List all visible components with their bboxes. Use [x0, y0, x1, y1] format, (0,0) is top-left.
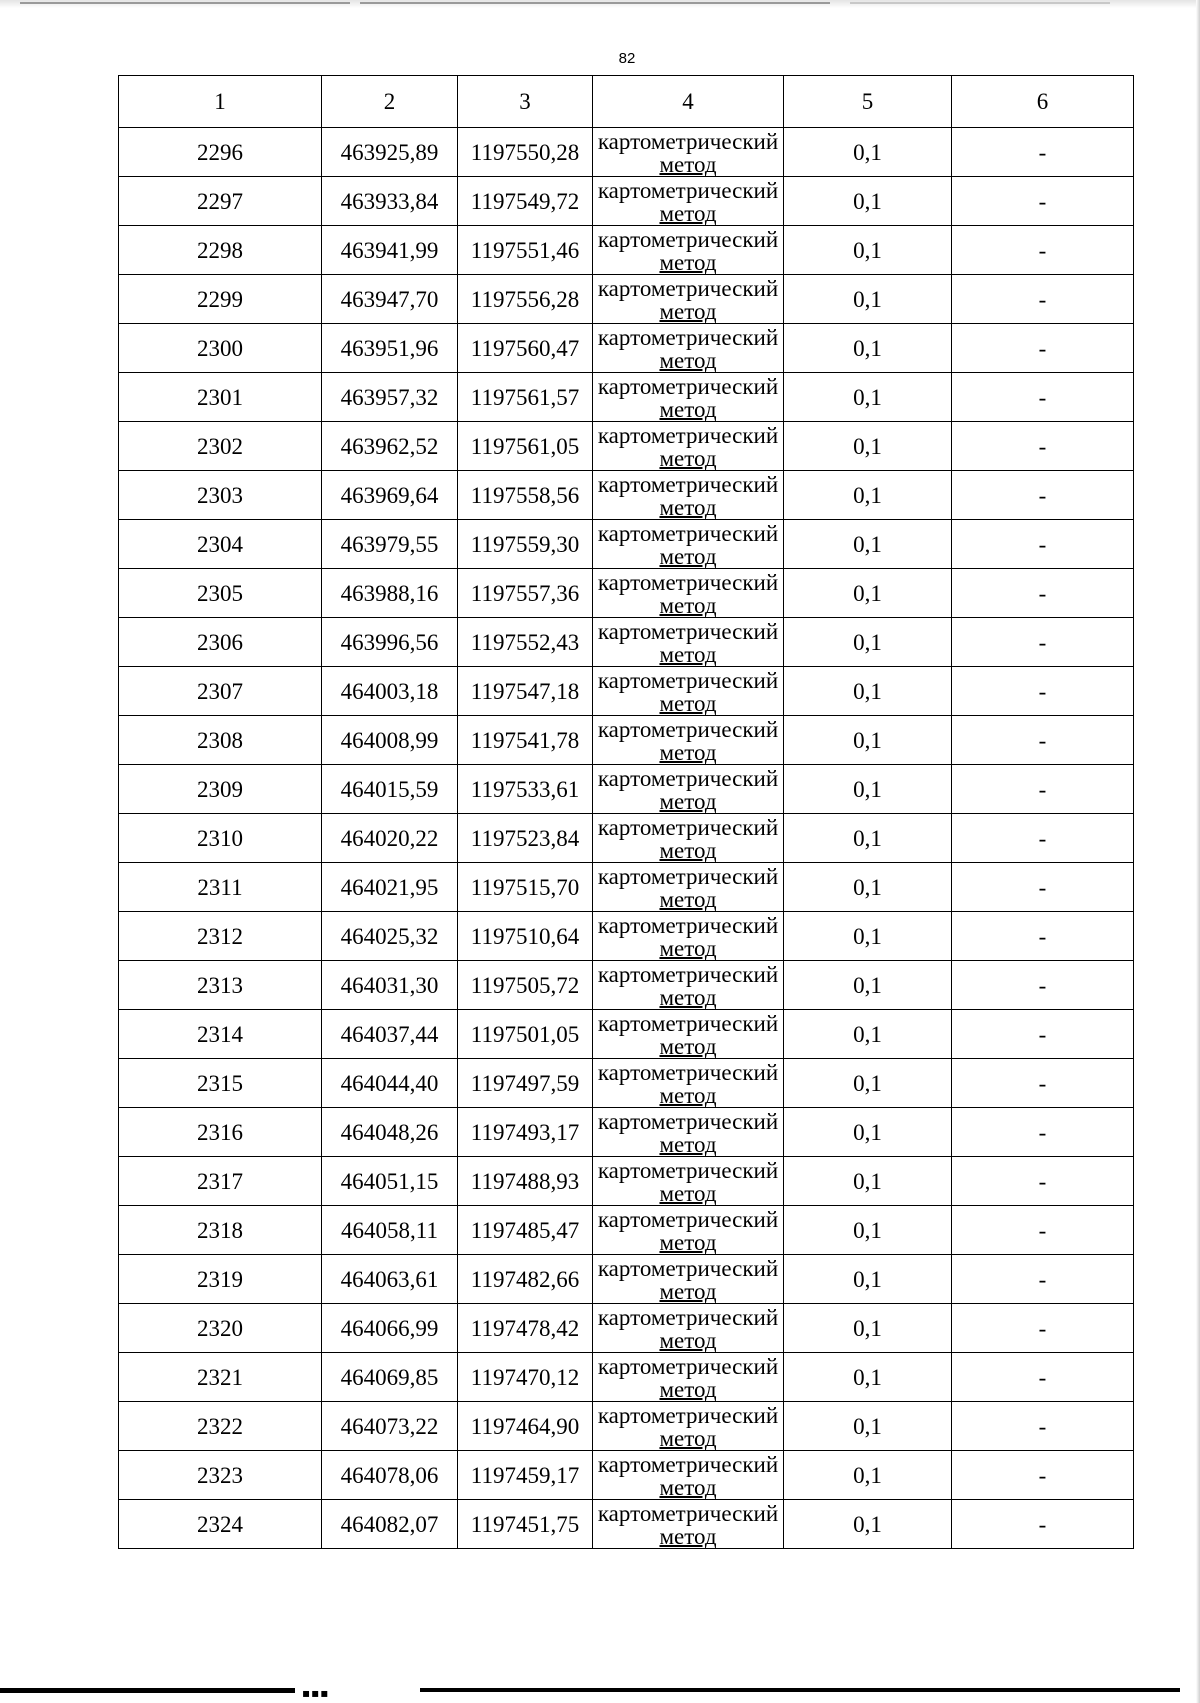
precision-cell: 0,1: [784, 422, 952, 471]
x-coordinate-cell: 463933,84: [322, 177, 458, 226]
x-coordinate-cell: 464048,26: [322, 1108, 458, 1157]
y-coordinate-cell: 1197552,43: [458, 618, 593, 667]
table-row: [119, 1157, 1134, 1206]
precision-cell: 0,1: [784, 1353, 952, 1402]
point-number-cell: 2309: [119, 765, 322, 814]
note-cell: -: [952, 569, 1134, 618]
y-coordinate-cell: 1197493,17: [458, 1108, 593, 1157]
method-line-2: метод: [659, 1426, 717, 1451]
table-row: [119, 324, 1134, 373]
method-line-1: картометрический: [597, 570, 779, 595]
table-row: [119, 1108, 1134, 1157]
table-row: [119, 1500, 1134, 1549]
method-line-2: метод: [659, 348, 717, 373]
method-line-2: метод: [659, 1328, 717, 1353]
method-line-1: картометрический: [597, 913, 779, 938]
table-row: [119, 912, 1134, 961]
x-coordinate-cell: 463979,55: [322, 520, 458, 569]
x-coordinate-cell: 464066,99: [322, 1304, 458, 1353]
method-line-1: картометрический: [597, 717, 779, 742]
y-coordinate-cell: 1197550,28: [458, 128, 593, 177]
point-number-cell: 2301: [119, 373, 322, 422]
point-number-cell: 2306: [119, 618, 322, 667]
column-header-method: 4: [593, 76, 784, 128]
method-cell: [593, 1255, 784, 1304]
table-row: [119, 863, 1134, 912]
coordinates-table: [118, 75, 1134, 1549]
method-line-1: картометрический: [597, 1305, 779, 1330]
page-number: 82: [618, 50, 636, 67]
method-line-1: картометрический: [597, 178, 779, 203]
note-cell: -: [952, 128, 1134, 177]
column-header-precision: 5: [784, 76, 952, 128]
precision-cell: 0,1: [784, 177, 952, 226]
x-coordinate-cell: 463969,64: [322, 471, 458, 520]
scan-right-edge: [1196, 0, 1200, 1703]
method-line-1: картометрический: [597, 276, 779, 301]
table-row: [119, 226, 1134, 275]
point-number-cell: 2315: [119, 1059, 322, 1108]
y-coordinate-cell: 1197459,17: [458, 1451, 593, 1500]
method-line-1: картометрический: [597, 766, 779, 791]
precision-cell: 0,1: [784, 471, 952, 520]
precision-cell: 0,1: [784, 1500, 952, 1549]
x-coordinate-cell: 464058,11: [322, 1206, 458, 1255]
method-line-1: картометрический: [597, 423, 779, 448]
method-cell: [593, 618, 784, 667]
y-coordinate-cell: 1197556,28: [458, 275, 593, 324]
table-row: [119, 618, 1134, 667]
note-cell: -: [952, 520, 1134, 569]
precision-cell: 0,1: [784, 1157, 952, 1206]
scan-artifact: ▪▪▪: [302, 1686, 330, 1700]
note-cell: -: [952, 765, 1134, 814]
note-cell: -: [952, 471, 1134, 520]
table-body: [119, 128, 1134, 1549]
point-number-cell: 2304: [119, 520, 322, 569]
x-coordinate-cell: 464069,85: [322, 1353, 458, 1402]
method-cell: [593, 226, 784, 275]
precision-cell: 0,1: [784, 912, 952, 961]
note-cell: -: [952, 618, 1134, 667]
y-coordinate-cell: 1197561,05: [458, 422, 593, 471]
point-number-cell: 2318: [119, 1206, 322, 1255]
y-coordinate-cell: 1197547,18: [458, 667, 593, 716]
column-header-note: 6: [952, 76, 1134, 128]
method-line-1: картометрический: [597, 864, 779, 889]
method-cell: [593, 569, 784, 618]
y-coordinate-cell: 1197541,78: [458, 716, 593, 765]
method-line-1: картометрический: [597, 815, 779, 840]
precision-cell: 0,1: [784, 1402, 952, 1451]
note-cell: -: [952, 422, 1134, 471]
method-cell: [593, 912, 784, 961]
y-coordinate-cell: 1197497,59: [458, 1059, 593, 1108]
note-cell: -: [952, 373, 1134, 422]
table-row: [119, 961, 1134, 1010]
method-cell: [593, 765, 784, 814]
method-line-1: картометрический: [597, 1060, 779, 1085]
x-coordinate-cell: 464037,44: [322, 1010, 458, 1059]
point-number-cell: 2319: [119, 1255, 322, 1304]
note-cell: -: [952, 667, 1134, 716]
x-coordinate-cell: 463925,89: [322, 128, 458, 177]
precision-cell: 0,1: [784, 1304, 952, 1353]
x-coordinate-cell: 464044,40: [322, 1059, 458, 1108]
x-coordinate-cell: 463947,70: [322, 275, 458, 324]
method-cell: [593, 1451, 784, 1500]
method-line-1: картометрический: [597, 521, 779, 546]
point-number-cell: 2300: [119, 324, 322, 373]
method-line-2: метод: [659, 495, 717, 520]
method-line-2: метод: [659, 642, 717, 667]
method-line-2: метод: [659, 691, 717, 716]
point-number-cell: 2321: [119, 1353, 322, 1402]
x-coordinate-cell: 464003,18: [322, 667, 458, 716]
scan-bottom-edge: [0, 1688, 295, 1693]
method-line-2: метод: [659, 740, 717, 765]
x-coordinate-cell: 463988,16: [322, 569, 458, 618]
precision-cell: 0,1: [784, 618, 952, 667]
note-cell: -: [952, 1304, 1134, 1353]
precision-cell: 0,1: [784, 765, 952, 814]
point-number-cell: 2307: [119, 667, 322, 716]
method-line-2: метод: [659, 1279, 717, 1304]
y-coordinate-cell: 1197470,12: [458, 1353, 593, 1402]
precision-cell: 0,1: [784, 863, 952, 912]
method-line-2: метод: [659, 1377, 717, 1402]
method-line-1: картометрический: [597, 1403, 779, 1428]
method-cell: [593, 1010, 784, 1059]
y-coordinate-cell: 1197501,05: [458, 1010, 593, 1059]
method-cell: [593, 863, 784, 912]
y-coordinate-cell: 1197464,90: [458, 1402, 593, 1451]
method-line-2: метод: [659, 789, 717, 814]
x-coordinate-cell: 464021,95: [322, 863, 458, 912]
precision-cell: 0,1: [784, 275, 952, 324]
note-cell: -: [952, 1402, 1134, 1451]
table-row: [119, 814, 1134, 863]
x-coordinate-cell: 464082,07: [322, 1500, 458, 1549]
method-cell: [593, 324, 784, 373]
note-cell: -: [952, 1059, 1134, 1108]
table-row: [119, 1304, 1134, 1353]
table-row: [119, 1451, 1134, 1500]
table-row: [119, 177, 1134, 226]
method-line-2: метод: [659, 1083, 717, 1108]
table-row: [119, 471, 1134, 520]
method-line-1: картометрический: [597, 1501, 779, 1526]
method-line-2: метод: [659, 887, 717, 912]
method-line-1: картометрический: [597, 325, 779, 350]
method-line-1: картометрический: [597, 1158, 779, 1183]
method-cell: [593, 1500, 784, 1549]
point-number-cell: 2311: [119, 863, 322, 912]
y-coordinate-cell: 1197505,72: [458, 961, 593, 1010]
method-line-1: картометрический: [597, 619, 779, 644]
point-number-cell: 2308: [119, 716, 322, 765]
table-row: [119, 1206, 1134, 1255]
method-cell: [593, 422, 784, 471]
table-row: [119, 716, 1134, 765]
method-cell: [593, 1108, 784, 1157]
point-number-cell: 2310: [119, 814, 322, 863]
method-line-1: картометрический: [597, 1011, 779, 1036]
method-line-2: метод: [659, 1524, 717, 1549]
precision-cell: 0,1: [784, 961, 952, 1010]
point-number-cell: 2303: [119, 471, 322, 520]
table-row: [119, 422, 1134, 471]
y-coordinate-cell: 1197551,46: [458, 226, 593, 275]
point-number-cell: 2323: [119, 1451, 322, 1500]
method-cell: [593, 1353, 784, 1402]
method-line-1: картометрический: [597, 129, 779, 154]
x-coordinate-cell: 463951,96: [322, 324, 458, 373]
method-line-2: метод: [659, 1181, 717, 1206]
point-number-cell: 2317: [119, 1157, 322, 1206]
point-number-cell: 2299: [119, 275, 322, 324]
table-row: [119, 1010, 1134, 1059]
note-cell: -: [952, 1451, 1134, 1500]
method-line-1: картометрический: [597, 1207, 779, 1232]
precision-cell: 0,1: [784, 1255, 952, 1304]
x-coordinate-cell: 464078,06: [322, 1451, 458, 1500]
table-row: [119, 275, 1134, 324]
point-number-cell: 2312: [119, 912, 322, 961]
method-line-1: картометрический: [597, 227, 779, 252]
precision-cell: 0,1: [784, 1010, 952, 1059]
y-coordinate-cell: 1197478,42: [458, 1304, 593, 1353]
point-number-cell: 2324: [119, 1500, 322, 1549]
table-row: [119, 1255, 1134, 1304]
table-row: [119, 373, 1134, 422]
note-cell: -: [952, 1255, 1134, 1304]
y-coordinate-cell: 1197561,57: [458, 373, 593, 422]
precision-cell: 0,1: [784, 128, 952, 177]
table-row: [119, 1402, 1134, 1451]
x-coordinate-cell: 464063,61: [322, 1255, 458, 1304]
precision-cell: 0,1: [784, 569, 952, 618]
method-line-2: метод: [659, 1475, 717, 1500]
precision-cell: 0,1: [784, 324, 952, 373]
y-coordinate-cell: 1197485,47: [458, 1206, 593, 1255]
precision-cell: 0,1: [784, 520, 952, 569]
method-line-2: метод: [659, 397, 717, 422]
y-coordinate-cell: 1197560,47: [458, 324, 593, 373]
x-coordinate-cell: 464008,99: [322, 716, 458, 765]
method-line-1: картометрический: [597, 1109, 779, 1134]
note-cell: -: [952, 1108, 1134, 1157]
method-line-1: картометрический: [597, 1354, 779, 1379]
point-number-cell: 2302: [119, 422, 322, 471]
point-number-cell: 2296: [119, 128, 322, 177]
method-line-2: метод: [659, 936, 717, 961]
method-line-1: картометрический: [597, 668, 779, 693]
note-cell: -: [952, 177, 1134, 226]
table-row: [119, 765, 1134, 814]
x-coordinate-cell: 464073,22: [322, 1402, 458, 1451]
y-coordinate-cell: 1197557,36: [458, 569, 593, 618]
method-cell: [593, 520, 784, 569]
method-cell: [593, 1304, 784, 1353]
scan-artifact: [850, 2, 1110, 4]
note-cell: -: [952, 226, 1134, 275]
column-header-y: 3: [458, 76, 593, 128]
precision-cell: 0,1: [784, 1108, 952, 1157]
column-header-number: 1: [119, 76, 322, 128]
method-line-2: метод: [659, 446, 717, 471]
x-coordinate-cell: 463957,32: [322, 373, 458, 422]
note-cell: -: [952, 716, 1134, 765]
note-cell: -: [952, 863, 1134, 912]
y-coordinate-cell: 1197482,66: [458, 1255, 593, 1304]
y-coordinate-cell: 1197488,93: [458, 1157, 593, 1206]
x-coordinate-cell: 464025,32: [322, 912, 458, 961]
method-line-1: картометрический: [597, 962, 779, 987]
y-coordinate-cell: 1197558,56: [458, 471, 593, 520]
table-row: [119, 128, 1134, 177]
method-cell: [593, 471, 784, 520]
note-cell: -: [952, 912, 1134, 961]
method-line-2: метод: [659, 1230, 717, 1255]
header-row: [119, 76, 1134, 128]
method-line-1: картометрический: [597, 472, 779, 497]
table-row: [119, 520, 1134, 569]
method-cell: [593, 814, 784, 863]
point-number-cell: 2314: [119, 1010, 322, 1059]
point-number-cell: 2305: [119, 569, 322, 618]
column-header-x: 2: [322, 76, 458, 128]
y-coordinate-cell: 1197523,84: [458, 814, 593, 863]
point-number-cell: 2320: [119, 1304, 322, 1353]
method-line-2: метод: [659, 838, 717, 863]
x-coordinate-cell: 463941,99: [322, 226, 458, 275]
method-line-2: метод: [659, 152, 717, 177]
method-line-2: метод: [659, 299, 717, 324]
precision-cell: 0,1: [784, 373, 952, 422]
point-number-cell: 2322: [119, 1402, 322, 1451]
note-cell: -: [952, 814, 1134, 863]
point-number-cell: 2313: [119, 961, 322, 1010]
precision-cell: 0,1: [784, 1206, 952, 1255]
method-line-1: картометрический: [597, 374, 779, 399]
method-line-2: метод: [659, 544, 717, 569]
method-cell: [593, 1206, 784, 1255]
method-cell: [593, 275, 784, 324]
note-cell: -: [952, 1010, 1134, 1059]
method-cell: [593, 1157, 784, 1206]
method-cell: [593, 1059, 784, 1108]
precision-cell: 0,1: [784, 226, 952, 275]
method-line-2: метод: [659, 201, 717, 226]
note-cell: -: [952, 1206, 1134, 1255]
table-row: [119, 1059, 1134, 1108]
y-coordinate-cell: 1197451,75: [458, 1500, 593, 1549]
precision-cell: 0,1: [784, 814, 952, 863]
x-coordinate-cell: 464051,15: [322, 1157, 458, 1206]
method-line-1: картометрический: [597, 1256, 779, 1281]
scan-top-edge: [0, 0, 1200, 8]
method-cell: [593, 128, 784, 177]
precision-cell: 0,1: [784, 716, 952, 765]
x-coordinate-cell: 464015,59: [322, 765, 458, 814]
precision-cell: 0,1: [784, 1451, 952, 1500]
method-line-2: метод: [659, 1132, 717, 1157]
y-coordinate-cell: 1197533,61: [458, 765, 593, 814]
precision-cell: 0,1: [784, 667, 952, 716]
note-cell: -: [952, 324, 1134, 373]
scan-artifact: [360, 2, 830, 4]
method-cell: [593, 373, 784, 422]
scan-artifact: [20, 2, 350, 4]
method-cell: [593, 177, 784, 226]
x-coordinate-cell: 464031,30: [322, 961, 458, 1010]
y-coordinate-cell: 1197559,30: [458, 520, 593, 569]
table-row: [119, 667, 1134, 716]
precision-cell: 0,1: [784, 1059, 952, 1108]
method-cell: [593, 716, 784, 765]
x-coordinate-cell: 463962,52: [322, 422, 458, 471]
method-line-2: метод: [659, 593, 717, 618]
method-cell: [593, 667, 784, 716]
method-line-1: картометрический: [597, 1452, 779, 1477]
method-cell: [593, 1402, 784, 1451]
table-row: [119, 569, 1134, 618]
point-number-cell: 2316: [119, 1108, 322, 1157]
note-cell: -: [952, 1353, 1134, 1402]
method-line-2: метод: [659, 250, 717, 275]
scan-bottom-edge: [420, 1688, 1180, 1692]
method-cell: [593, 961, 784, 1010]
method-line-2: метод: [659, 985, 717, 1010]
y-coordinate-cell: 1197549,72: [458, 177, 593, 226]
note-cell: -: [952, 1157, 1134, 1206]
note-cell: -: [952, 961, 1134, 1010]
table-row: [119, 1353, 1134, 1402]
y-coordinate-cell: 1197515,70: [458, 863, 593, 912]
method-line-2: метод: [659, 1034, 717, 1059]
x-coordinate-cell: 463996,56: [322, 618, 458, 667]
note-cell: -: [952, 1500, 1134, 1549]
note-cell: -: [952, 275, 1134, 324]
x-coordinate-cell: 464020,22: [322, 814, 458, 863]
y-coordinate-cell: 1197510,64: [458, 912, 593, 961]
table-header: [119, 76, 1134, 128]
point-number-cell: 2298: [119, 226, 322, 275]
point-number-cell: 2297: [119, 177, 322, 226]
